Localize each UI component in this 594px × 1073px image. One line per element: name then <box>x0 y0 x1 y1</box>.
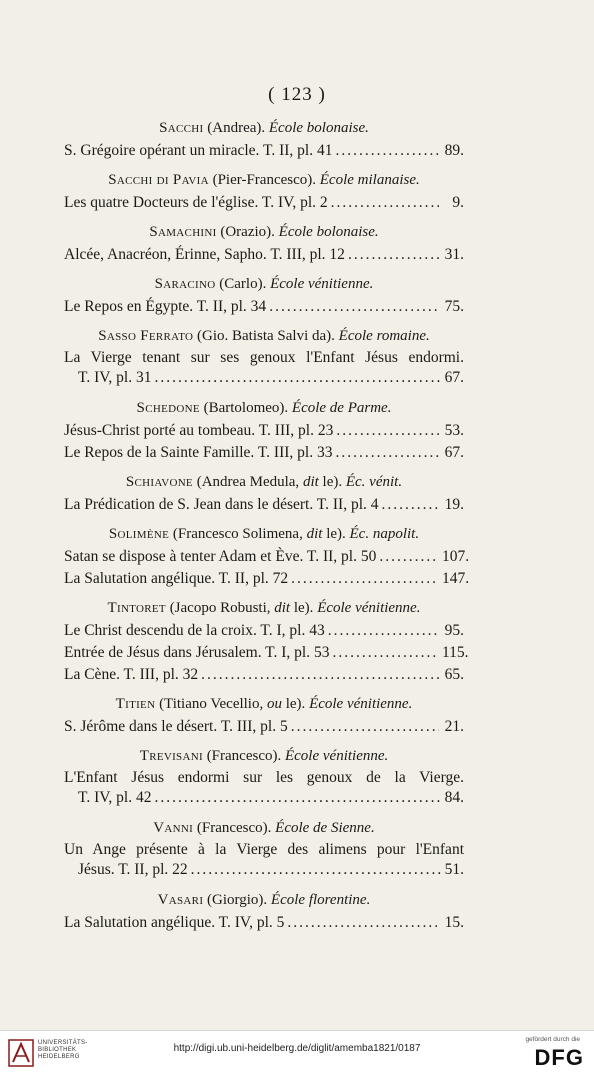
artwork-entry <box>64 568 470 590</box>
artist-details-end: le). <box>318 474 346 490</box>
page-reference: 21. <box>444 718 464 735</box>
artist-details: (Francesco Solimena, <box>169 526 307 542</box>
artist-details: (Bartolomeo). <box>199 400 292 416</box>
artist-name: Trevisani <box>139 748 203 764</box>
artist-name: Tintoret <box>107 600 166 616</box>
dot-leader <box>348 244 439 266</box>
page-reference: 89. <box>444 142 464 159</box>
artwork-entry <box>64 348 464 390</box>
artist-heading <box>64 470 464 494</box>
dot-leader <box>335 442 439 464</box>
artist-alias-word: ou <box>266 696 282 712</box>
page-reference: 75. <box>444 298 464 315</box>
artwork-reference: Jésus. T. II, pl. 22 <box>78 861 188 878</box>
dot-leader <box>379 546 439 568</box>
artwork-entry <box>64 664 464 686</box>
artist-name: Sasso Ferrato <box>98 328 194 344</box>
artwork-entry <box>64 296 464 318</box>
artist-alias-word: dit <box>302 474 319 490</box>
artist-details-end: le). <box>322 526 350 542</box>
artist-school: École bolonaise. <box>268 120 369 136</box>
artist-details: (Francesco). <box>193 820 276 836</box>
artist-school: École romaine. <box>338 328 430 344</box>
dot-leader <box>328 620 439 642</box>
artist-details: (Francesco). <box>202 748 285 764</box>
dot-leader <box>291 716 439 738</box>
artwork-entry <box>64 244 464 266</box>
page-reference: 67. <box>444 444 464 461</box>
artist-heading <box>64 522 464 546</box>
artwork-title: S. Jérôme dans le désert. T. III, pl. 5 <box>64 718 288 735</box>
dot-leader <box>269 296 439 318</box>
artist-details: (Orazio). <box>216 224 279 240</box>
dot-leader <box>191 860 442 880</box>
artwork-title: La Vierge tenant sur ses genoux l'Enfant Jésus endormi. <box>64 349 464 366</box>
artwork-title: Satan se dispose à tenter Adam et Ève. T. II, pl. 50 <box>64 548 377 565</box>
artist-heading <box>64 596 464 620</box>
page-reference: 95. <box>444 622 464 639</box>
page-reference: 15. <box>444 914 464 931</box>
artwork-entry <box>64 494 464 516</box>
artwork-entry <box>64 620 464 642</box>
artwork-title: Le Repos en Égypte. T. II, pl. 34 <box>64 298 267 315</box>
dot-leader <box>201 664 439 686</box>
artist-school: École vénitienne. <box>270 276 374 292</box>
artist-alias-word: dit <box>306 526 323 542</box>
library-name-line-2: BIBLIOTHEK <box>38 1047 77 1053</box>
page-reference: 19. <box>444 496 464 513</box>
artist-heading <box>64 324 464 348</box>
artist-school: École vénitienne. <box>284 748 389 764</box>
dot-leader <box>291 568 439 590</box>
artist-heading <box>64 220 464 244</box>
page-reference: 65. <box>444 666 464 683</box>
artist-name: Vanni <box>153 820 194 836</box>
artist-school: École de Sienne. <box>275 820 375 836</box>
artwork-entry <box>64 768 464 810</box>
artist-details: (Titiano Vecellio, <box>155 696 267 712</box>
page-reference: 115. <box>442 644 469 661</box>
artist-details: (Gio. Batista Salvi da). <box>193 328 339 344</box>
artwork-entry <box>64 716 464 738</box>
artwork-reference-line <box>64 860 464 882</box>
page-reference: 9. <box>452 194 464 211</box>
artist-details-end: le). <box>290 600 318 616</box>
artist-school: Éc. vénit. <box>345 474 403 490</box>
page-reference: 147. <box>442 570 470 587</box>
artwork-title: Le Repos de la Sainte Famille. T. III, pl. 33 <box>64 444 333 461</box>
artwork-entry <box>64 912 464 934</box>
artwork-entry <box>64 140 464 162</box>
artist-name: Titien <box>115 696 156 712</box>
artwork-title: S. Grégoire opérant un miracle. T. II, pl. 41 <box>64 142 333 159</box>
artwork-entry <box>64 840 464 882</box>
page-number: ( 123 ) <box>268 84 326 105</box>
artwork-reference: T. IV, pl. 42 <box>78 789 152 806</box>
artist-school: École milanaise. <box>319 172 420 188</box>
dot-leader <box>382 494 439 516</box>
dfg-logo[interactable]: DFG <box>534 1045 584 1070</box>
artist-name: Saracino <box>154 276 216 292</box>
artwork-entry <box>64 192 464 214</box>
artist-details: (Carlo). <box>215 276 271 292</box>
artist-heading <box>64 396 464 420</box>
artist-name: Sacchi <box>159 120 204 136</box>
artwork-title: Le Christ descendu de la croix. T. I, pl. 43 <box>64 622 325 639</box>
dot-leader <box>154 788 441 808</box>
artist-details: (Giorgio). <box>203 892 271 908</box>
dot-leader <box>287 912 439 934</box>
artist-details: (Andrea Medula, <box>192 474 303 490</box>
artist-heading <box>64 816 464 840</box>
dot-leader <box>335 140 439 162</box>
artist-name: Sacchi di Pavia <box>108 172 209 188</box>
artwork-entry <box>64 546 470 568</box>
footer-bar <box>0 1030 594 1073</box>
artist-name: Schedone <box>136 400 200 416</box>
artist-details: (Jacopo Robusti, <box>165 600 275 616</box>
artwork-title: La Salutation angélique. T. IV, pl. 5 <box>64 914 285 931</box>
page-reference: 53. <box>444 422 464 439</box>
artist-details: (Pier-Francesco). <box>208 172 320 188</box>
artwork-title: Un Ange présente à la Vierge des alimens pour l'Enfant <box>64 841 464 858</box>
artwork-title: La Salutation angélique. T. II, pl. 72 <box>64 570 289 587</box>
library-name-line-1: UNIVERSITÄTS- <box>38 1040 88 1046</box>
artwork-title: La Cène. T. III, pl. 32 <box>64 666 199 683</box>
artwork-reference-line <box>64 368 464 390</box>
artwork-entry <box>64 442 464 464</box>
artist-heading <box>64 692 464 716</box>
artist-name: Samachini <box>149 224 217 240</box>
artwork-title: Jésus-Christ porté au tombeau. T. III, pl. 23 <box>64 422 334 439</box>
artist-school: École florentine. <box>270 892 371 908</box>
artist-school: École bolonaise. <box>278 224 379 240</box>
artist-heading <box>64 744 464 768</box>
artwork-title: La Prédication de S. Jean dans le désert. T. II, pl. 4 <box>64 496 379 513</box>
artist-school: École de Parme. <box>291 400 392 416</box>
artist-school: Éc. napolit. <box>349 526 420 542</box>
artwork-reference-line <box>64 788 464 810</box>
artwork-title: Alcée, Anacréon, Érinne, Sapho. T. III, pl. 12 <box>64 246 345 263</box>
page-reference: 51. <box>444 861 464 878</box>
page-reference: 107. <box>442 548 470 565</box>
artwork-title: Entrée de Jésus dans Jérusalem. T. I, pl. 53 <box>64 644 330 661</box>
permalink-url[interactable]: http://digi.ub.uni-heidelberg.de/diglit/amemba1821/0187 <box>173 1043 421 1054</box>
page-reference: 84. <box>444 789 464 806</box>
artist-name: Schiavone <box>125 474 193 490</box>
dot-leader <box>336 420 439 442</box>
artist-school: École vénitienne. <box>309 696 413 712</box>
artist-name: Solimène <box>108 526 170 542</box>
index-content <box>64 110 470 934</box>
dot-leader <box>154 368 441 388</box>
artist-name: Vasari <box>157 892 204 908</box>
artwork-entry <box>64 420 464 442</box>
artwork-title: L'Enfant Jésus endormi sur les genoux de la Vierge. <box>64 769 464 786</box>
artwork-entry <box>64 642 469 664</box>
artist-details: (Andrea). <box>203 120 269 136</box>
library-name-line-3: HEIDELBERG <box>38 1054 80 1060</box>
artist-alias-word: dit <box>274 600 291 616</box>
artist-heading <box>64 116 464 140</box>
dot-leader <box>331 192 439 214</box>
artwork-title: Les quatre Docteurs de l'église. T. IV, pl. 2 <box>64 194 328 211</box>
artist-details-end: le). <box>281 696 310 712</box>
page-reference: 31. <box>444 246 464 263</box>
dfg-caption: gefördert durch die <box>525 1036 580 1043</box>
artist-school: École vénitienne. <box>317 600 421 616</box>
artist-heading <box>64 272 464 296</box>
artist-heading <box>64 168 464 192</box>
artwork-reference: T. IV, pl. 31 <box>78 369 152 386</box>
artist-heading <box>64 888 464 912</box>
page-reference: 67. <box>444 369 464 386</box>
dot-leader <box>332 642 439 664</box>
